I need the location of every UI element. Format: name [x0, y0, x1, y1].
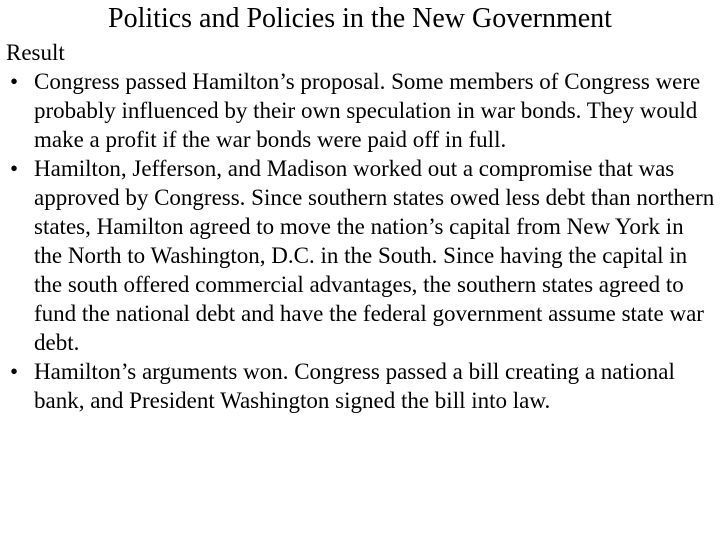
bullet-icon: •	[10, 156, 19, 181]
bullet-text: Hamilton’s arguments won. Congress passed a bill creating a national bank, and President Washington signed the bill into law.	[34, 359, 675, 413]
bullet-icon: •	[10, 69, 19, 94]
bullet-item	[6, 154, 716, 357]
bullet-list	[6, 67, 716, 415]
bullet-text: Hamilton, Jefferson, and Madison worked out a compromise that was approved by Congress. Since southern states owed less debt than northern states, Hamilton agreed to move the nation’s capital from New York in the North to Washington, D.C. in the South. Since having the capital in the south offered commercial advantages, the southern states agreed to fund the national debt and have the federal government assume state war debt.	[34, 156, 715, 355]
bullet-item	[6, 357, 716, 415]
bullet-icon: •	[10, 359, 19, 384]
bullet-item	[6, 67, 716, 154]
bullet-text: Congress passed Hamilton’s proposal. Some members of Congress were probably influenced by their own speculation in war bonds. They would make a profit if the war bonds were paid off in full.	[34, 69, 701, 152]
slide-title: Politics and Policies in the New Government	[108, 3, 612, 34]
slide-body	[6, 38, 716, 415]
section-heading: Result	[6, 40, 65, 65]
